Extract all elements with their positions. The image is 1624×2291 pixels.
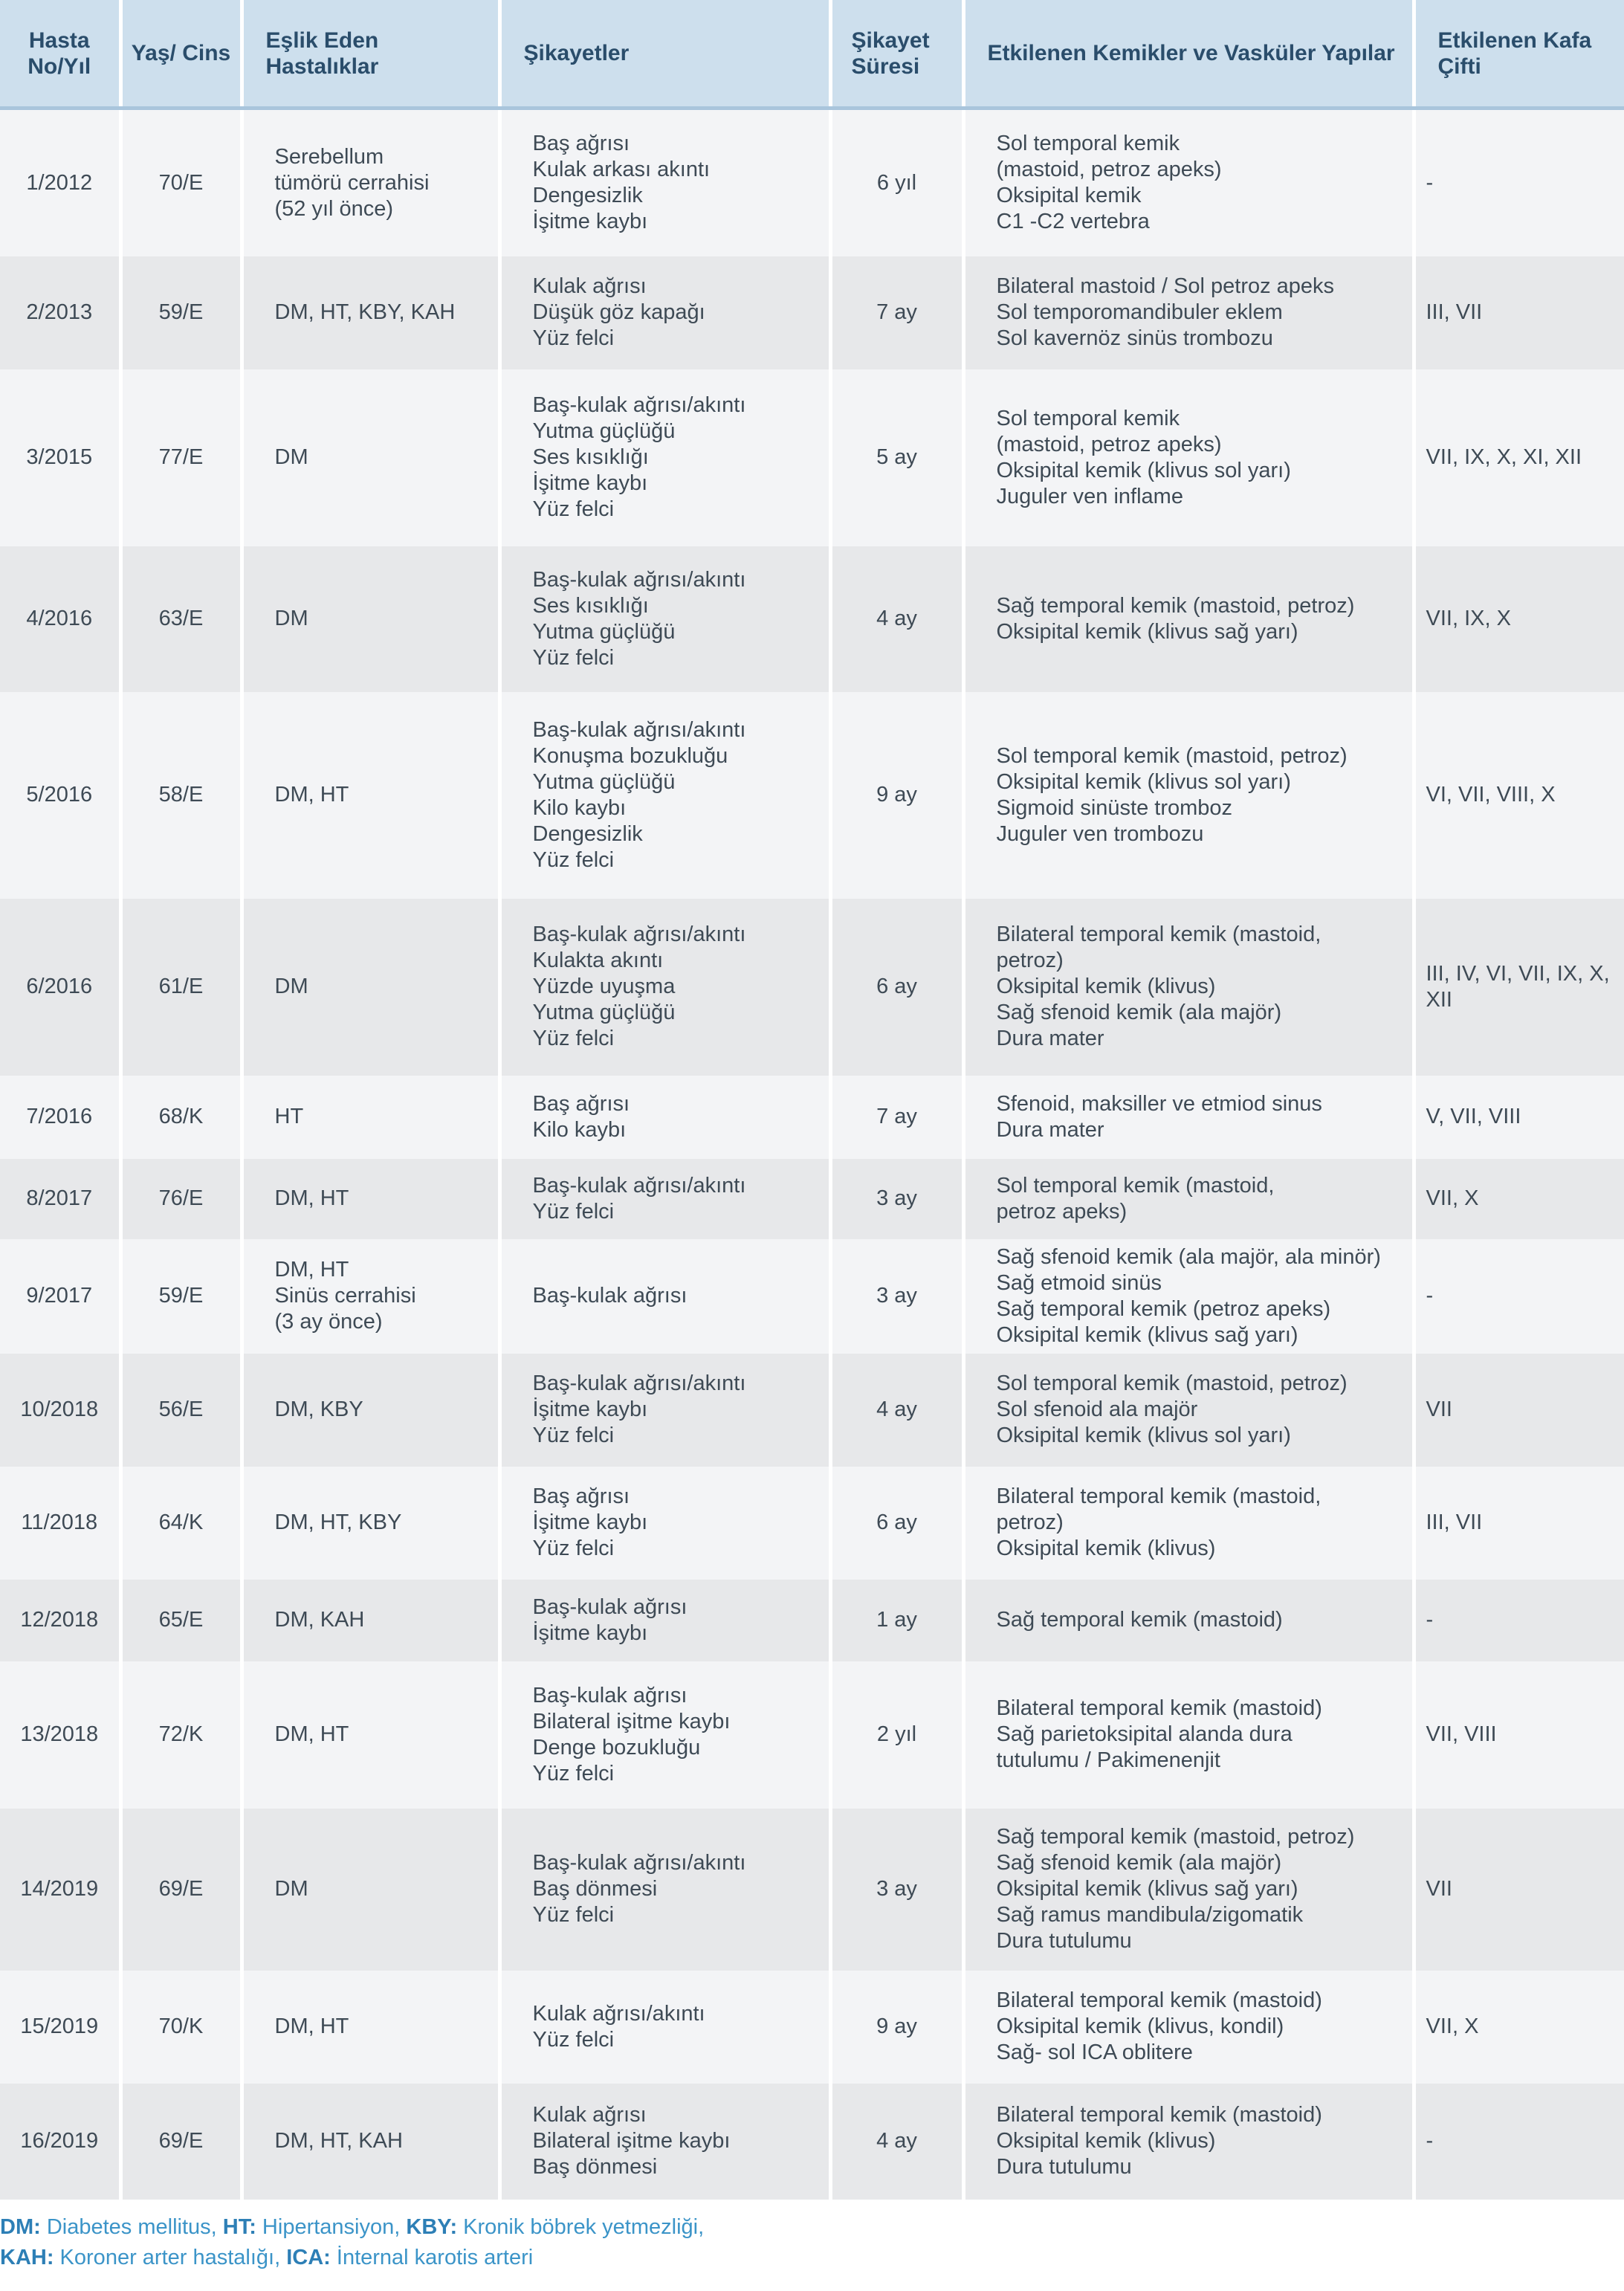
cell-complaints-line: Yutma güçlüğü: [532, 1001, 676, 1024]
cell-affected-bones-line: Sağ temporal kemik (mastoid, petroz): [996, 593, 1355, 618]
cell-affected-bones-line: petroz): [996, 1510, 1064, 1534]
cell-patient-no: 2/2013: [0, 256, 120, 369]
cell-affected-bones-line: Oksipital kemik (klivus): [996, 975, 1216, 998]
cell-patient-no: 3/2015: [0, 369, 120, 546]
cell-age-sex: 61/E: [120, 899, 242, 1076]
cell-complaints-line: Bilateral işitme kaybı: [532, 1709, 731, 1733]
cell-cranial-nerves: VII, VIII: [1414, 1661, 1624, 1809]
cell-comorbidities-line: DM, HT: [274, 783, 349, 807]
cell-cranial-nerves: VII, IX, X, XI, XII: [1414, 369, 1624, 546]
cell-patient-no: 6/2016: [0, 899, 120, 1076]
cell-duration: 3 ay: [830, 1809, 963, 1971]
table-row: [0, 1971, 1624, 2084]
cell-complaints-line: Kulak ağrısı: [532, 2103, 647, 2127]
cell-complaints-line: Yüz felci: [532, 1761, 615, 1786]
cell-comorbidities-line: DM, KBY: [274, 1397, 363, 1421]
table-row: [0, 369, 1624, 546]
cell-comorbidities-line: Sinüs cerrahisi: [274, 1284, 416, 1308]
cell-cranial-nerves: -: [1414, 109, 1624, 256]
cell-patient-no: 4/2016: [0, 546, 120, 692]
footnote-definition: Koroner arter hastalığı,: [54, 2246, 287, 2269]
cell-complaints-line: Konuşma bozukluğu: [532, 743, 728, 768]
header-cranial-nerves: Etkilenen Kafa Çifti: [1414, 0, 1624, 109]
cell-complaints-line: Baş-kulak ağrısı: [532, 1594, 688, 1619]
cell-age-sex: 68/K: [120, 1076, 242, 1159]
cell-complaints-line: Dengesizlik: [532, 184, 643, 208]
cell-affected-bones: [963, 1971, 1414, 2084]
table-row: [0, 692, 1624, 899]
cell-complaints-line: Baş-kulak ağrısı: [532, 1284, 688, 1308]
cell-complaints-line: Baş dönmesi: [532, 2155, 658, 2179]
cell-age-sex: 70/K: [120, 1971, 242, 2084]
table-row: [0, 1159, 1624, 1239]
cell-age-sex: 56/E: [120, 1354, 242, 1467]
cell-complaints: [499, 1239, 830, 1354]
cell-affected-bones-line: Oksipital kemik (klivus): [996, 1537, 1216, 1560]
cell-affected-bones-line: Sfenoid, maksiller ve etmiod sinus: [996, 1091, 1322, 1116]
cell-complaints: [499, 1661, 830, 1809]
cell-complaints-line: Yutma güçlüğü: [532, 769, 676, 794]
cell-affected-bones-line: Oksipital kemik: [996, 184, 1142, 208]
cell-complaints-line: Kulak ağrısı/akıntı: [532, 2001, 705, 2026]
table-row: [0, 2084, 1624, 2200]
header-patient-no: Hasta No/Yıl: [0, 0, 120, 109]
footnote-line-1: [0, 2212, 704, 2243]
cell-affected-bones-line: C1 -C2 vertebra: [996, 210, 1150, 234]
cell-affected-bones-line: Bilateral mastoid / Sol petroz apeks: [996, 274, 1335, 298]
cell-affected-bones-line: (mastoid, petroz apeks): [996, 432, 1222, 456]
cell-comorbidities: [242, 256, 499, 369]
cell-cranial-nerves: -: [1414, 1239, 1624, 1354]
cell-duration: 6 ay: [830, 1467, 963, 1580]
cell-complaints-line: Baş-kulak ağrısı/akıntı: [532, 1371, 746, 1395]
footnote: [0, 2212, 704, 2273]
cell-complaints-line: Yüzde uyuşma: [532, 975, 676, 998]
cell-complaints-line: Kulak ağrısı: [532, 274, 647, 298]
cell-affected-bones-line: Oksipital kemik (klivus, kondil): [996, 2014, 1284, 2038]
cell-comorbidities-line: DM, HT: [274, 2014, 349, 2038]
cell-complaints: [499, 899, 830, 1076]
cell-age-sex: 59/E: [120, 256, 242, 369]
cell-cranial-nerves: VII: [1414, 1809, 1624, 1971]
cell-affected-bones-line: Sağ- sol ICA oblitere: [996, 2040, 1193, 2064]
cell-complaints: [499, 1580, 830, 1661]
cell-cranial-nerves: III, VII: [1414, 1467, 1624, 1580]
cell-complaints-line: Düşük göz kapağı: [532, 300, 705, 324]
cell-complaints-line: Baş-kulak ağrısı/akıntı: [532, 717, 746, 742]
cell-complaints-line: İşitme kaybı: [532, 1620, 648, 1645]
cell-complaints-line: Kulakta akıntı: [532, 949, 664, 972]
cell-complaints-line: Baş-kulak ağrısı/akıntı: [532, 393, 746, 417]
cell-affected-bones-line: Sağ sfenoid kemik (ala majör, ala minör): [996, 1244, 1381, 1269]
cell-affected-bones-line: Sigmoid sinüste tromboz: [996, 795, 1233, 820]
cell-complaints-line: Dengesizlik: [532, 821, 643, 846]
cell-cranial-nerves: VII: [1414, 1354, 1624, 1467]
cell-comorbidities: [242, 1580, 499, 1661]
cell-affected-bones-line: Sol temporal kemik: [996, 132, 1180, 156]
cell-patient-no: 16/2019: [0, 2084, 120, 2200]
cell-complaints-line: Yutma güçlüğü: [532, 619, 676, 644]
cell-affected-bones: [963, 1580, 1414, 1661]
cell-affected-bones-line: Sağ temporal kemik (mastoid, petroz): [996, 1825, 1355, 1849]
header-age-sex: Yaş/ Cins: [120, 0, 242, 109]
cell-cranial-nerves: -: [1414, 1580, 1624, 1661]
cell-cranial-nerves: VII, X: [1414, 1971, 1624, 2084]
cell-affected-bones-line: Sağ sfenoid kemik (ala majör): [996, 1001, 1282, 1024]
cell-affected-bones: [963, 546, 1414, 692]
cell-duration: 7 ay: [830, 256, 963, 369]
cell-cranial-nerves: III, IV, VI, VII, IX, X, XII: [1414, 899, 1624, 1076]
cell-complaints-line: Ses kısıklığı: [532, 445, 649, 469]
cell-patient-no: 9/2017: [0, 1239, 120, 1354]
cell-complaints: [499, 2084, 830, 2200]
cell-duration: 3 ay: [830, 1239, 963, 1354]
table-row: [0, 546, 1624, 692]
cell-complaints-line: Yüz felci: [532, 1424, 615, 1447]
cell-complaints-line: Baş-kulak ağrısı/akıntı: [532, 567, 746, 592]
cell-complaints: [499, 1354, 830, 1467]
cell-comorbidities: [242, 899, 499, 1076]
cell-duration: 6 yıl: [830, 109, 963, 256]
table-row: [0, 1076, 1624, 1159]
cell-patient-no: 8/2017: [0, 1159, 120, 1239]
cell-affected-bones-line: Sağ ramus mandibula/zigomatik: [996, 1903, 1304, 1927]
cell-comorbidities-line: DM: [274, 445, 308, 469]
cell-complaints-line: Yüz felci: [532, 326, 615, 350]
cell-comorbidities: [242, 1354, 499, 1467]
cell-affected-bones-line: Sol temporal kemik: [996, 406, 1180, 430]
cell-comorbidities: [242, 109, 499, 256]
cell-affected-bones-line: Dura mater: [996, 1117, 1104, 1142]
cell-affected-bones-line: petroz): [996, 949, 1064, 972]
cell-comorbidities-line: HT: [274, 1105, 304, 1128]
cell-affected-bones: [963, 1239, 1414, 1354]
cell-affected-bones-line: Sol sfenoid ala majör: [996, 1397, 1198, 1421]
cell-affected-bones: [963, 1159, 1414, 1239]
cell-age-sex: 63/E: [120, 546, 242, 692]
cell-affected-bones-line: Dura mater: [996, 1027, 1104, 1050]
cell-complaints: [499, 546, 830, 692]
cell-complaints-line: Yüz felci: [532, 645, 615, 670]
cell-affected-bones-line: Bilateral temporal kemik (mastoid): [996, 1988, 1322, 2012]
cell-affected-bones-line: Oksipital kemik (klivus sağ yarı): [996, 619, 1298, 644]
cell-affected-bones-line: Oksipital kemik (klivus sağ yarı): [996, 1877, 1298, 1901]
cell-duration: 9 ay: [830, 1971, 963, 2084]
cell-affected-bones-line: Juguler ven inflame: [996, 484, 1183, 508]
header-affected-bones: Etkilenen Kemikler ve Vasküler Yapılar: [963, 0, 1414, 109]
cell-affected-bones-line: Bilateral temporal kemik (mastoid,: [996, 922, 1321, 946]
cell-complaints-line: Baş-kulak ağrısı/akıntı: [532, 1851, 746, 1875]
header-complaints: Şikayetler: [499, 0, 830, 109]
cell-patient-no: 15/2019: [0, 1971, 120, 2084]
cell-complaints: [499, 109, 830, 256]
cell-age-sex: 69/E: [120, 2084, 242, 2200]
cell-comorbidities: [242, 1809, 499, 1971]
cell-complaints-line: Baş dönmesi: [532, 1877, 658, 1901]
footnote-abbr: ICA:: [286, 2246, 331, 2269]
cell-complaints: [499, 1809, 830, 1971]
cell-affected-bones-line: Sol temporomandibuler eklem: [996, 300, 1283, 324]
cell-affected-bones-line: Oksipital kemik (klivus): [996, 2129, 1216, 2153]
cell-affected-bones-line: Juguler ven trombozu: [996, 821, 1204, 846]
cell-comorbidities-line: tümörü cerrahisi: [274, 170, 430, 195]
cell-affected-bones: [963, 1076, 1414, 1159]
cell-complaints: [499, 1076, 830, 1159]
cell-patient-no: 7/2016: [0, 1076, 120, 1159]
cell-patient-no: 1/2012: [0, 109, 120, 256]
footnote-abbr: HT:: [222, 2215, 256, 2239]
cell-age-sex: 58/E: [120, 692, 242, 899]
table-row: [0, 1580, 1624, 1661]
cell-affected-bones: [963, 369, 1414, 546]
cell-complaints: [499, 369, 830, 546]
cell-comorbidities-line: DM, HT: [274, 1722, 349, 1746]
cell-complaints: [499, 1971, 830, 2084]
cell-patient-no: 10/2018: [0, 1354, 120, 1467]
table-row: [0, 1809, 1624, 1971]
table-row: [0, 256, 1624, 369]
cell-affected-bones: [963, 899, 1414, 1076]
cell-age-sex: 59/E: [120, 1239, 242, 1354]
footnote-definition: Hipertansiyon,: [256, 2215, 407, 2239]
cell-comorbidities-line: DM: [274, 1877, 308, 1901]
cell-comorbidities-line: DM, HT: [274, 1258, 349, 1282]
cell-comorbidities: [242, 1971, 499, 2084]
cell-affected-bones-line: Sol kavernöz sinüs trombozu: [996, 326, 1273, 350]
table-row: [0, 1661, 1624, 1809]
cell-affected-bones: [963, 2084, 1414, 2200]
cell-affected-bones-line: Dura tutulumu: [996, 1929, 1132, 1953]
cell-complaints-line: İşitme kaybı: [532, 1397, 648, 1421]
cell-comorbidities-line: DM, HT, KAH: [274, 2129, 403, 2153]
cell-complaints-line: Kulak arkası akıntı: [532, 158, 711, 182]
cell-complaints-line: Ses kısıklığı: [532, 593, 649, 618]
cell-comorbidities: [242, 1159, 499, 1239]
cell-affected-bones-line: Sağ parietoksipital alanda dura: [996, 1722, 1293, 1746]
cell-comorbidities: [242, 2084, 499, 2200]
table-row: [0, 899, 1624, 1076]
cell-comorbidities-line: DM, HT: [274, 1186, 349, 1210]
cell-affected-bones-line: Oksipital kemik (klivus sol yarı): [996, 1424, 1291, 1447]
footnote-abbr: KAH:: [0, 2246, 54, 2269]
cell-duration: 6 ay: [830, 899, 963, 1076]
cell-complaints-line: Baş ağrısı: [532, 1091, 630, 1116]
cell-affected-bones: [963, 692, 1414, 899]
table-row: [0, 1354, 1624, 1467]
cell-affected-bones: [963, 256, 1414, 369]
cell-comorbidities: [242, 546, 499, 692]
cell-cranial-nerves: VII, X: [1414, 1159, 1624, 1239]
cell-comorbidities-line: Serebellum: [274, 144, 384, 169]
cell-patient-no: 12/2018: [0, 1580, 120, 1661]
cell-age-sex: 64/K: [120, 1467, 242, 1580]
cell-affected-bones-line: Dura tutulumu: [996, 2155, 1132, 2179]
cell-complaints-line: İşitme kaybı: [532, 471, 648, 495]
table-header-row: [0, 0, 1624, 109]
cell-affected-bones: [963, 1467, 1414, 1580]
cell-complaints-line: Denge bozukluğu: [532, 1735, 701, 1760]
footnote-line-2: [0, 2243, 704, 2273]
cell-complaints-line: Kilo kaybı: [532, 795, 627, 820]
cell-duration: 9 ay: [830, 692, 963, 899]
cell-affected-bones-line: Sağ temporal kemik (petroz apeks): [996, 1296, 1331, 1321]
cell-affected-bones-line: Bilateral temporal kemik (mastoid): [996, 2103, 1322, 2127]
cell-affected-bones-line: Sağ sfenoid kemik (ala majör): [996, 1851, 1282, 1875]
cell-age-sex: 76/E: [120, 1159, 242, 1239]
footnote-definition: Diabetes mellitus,: [40, 2215, 223, 2239]
cell-comorbidities: [242, 1239, 499, 1354]
cell-complaints: [499, 256, 830, 369]
cell-age-sex: 65/E: [120, 1580, 242, 1661]
cell-affected-bones: [963, 1809, 1414, 1971]
cell-age-sex: 69/E: [120, 1809, 242, 1971]
cell-patient-no: 14/2019: [0, 1809, 120, 1971]
cell-duration: 1 ay: [830, 1580, 963, 1661]
cell-complaints-line: Yüz felci: [532, 2027, 615, 2052]
cell-comorbidities: [242, 369, 499, 546]
table-row: [0, 1467, 1624, 1580]
header-comorbidities: Eşlik Eden Hastalıklar: [242, 0, 499, 109]
cell-affected-bones-line: Bilateral temporal kemik (mastoid,: [996, 1484, 1321, 1508]
cell-duration: 2 yıl: [830, 1661, 963, 1809]
cell-age-sex: 72/K: [120, 1661, 242, 1809]
cell-affected-bones-line: tutulumu / Pakimenenjit: [996, 1748, 1220, 1772]
cell-affected-bones-line: (mastoid, petroz apeks): [996, 158, 1222, 182]
cell-cranial-nerves: VI, VII, VIII, X: [1414, 692, 1624, 899]
cell-complaints-line: Baş-kulak ağrısı/akıntı: [532, 1173, 746, 1198]
footnote-definition: İnternal karotis arteri: [330, 2246, 534, 2269]
cell-duration: 4 ay: [830, 2084, 963, 2200]
cell-duration: 3 ay: [830, 1159, 963, 1239]
cell-age-sex: 77/E: [120, 369, 242, 546]
cell-age-sex: 70/E: [120, 109, 242, 256]
cell-affected-bones: [963, 1661, 1414, 1809]
cell-affected-bones-line: Sağ etmoid sinüs: [996, 1270, 1162, 1295]
cell-duration: 7 ay: [830, 1076, 963, 1159]
cell-complaints-line: Baş-kulak ağrısı/akıntı: [532, 922, 746, 946]
cell-cranial-nerves: VII, IX, X: [1414, 546, 1624, 692]
cell-patient-no: 5/2016: [0, 692, 120, 899]
cell-comorbidities: [242, 692, 499, 899]
cell-complaints-line: Baş-kulak ağrısı: [532, 1683, 688, 1707]
cell-complaints-line: Yüz felci: [532, 1903, 615, 1927]
cell-complaints-line: Yüz felci: [532, 1537, 615, 1560]
cell-complaints-line: İşitme kaybı: [532, 210, 648, 234]
cell-duration: 4 ay: [830, 1354, 963, 1467]
cell-complaints-line: Yüz felci: [532, 497, 615, 521]
cell-complaints-line: Baş ağrısı: [532, 1484, 630, 1508]
footnote-definition: Kronik böbrek yetmezliği,: [457, 2215, 705, 2239]
cell-complaints-line: Yüz felci: [532, 1199, 615, 1224]
cell-comorbidities-line: DM, KAH: [274, 1608, 365, 1632]
cell-duration: 4 ay: [830, 546, 963, 692]
cell-comorbidities-line: (52 yıl önce): [274, 196, 394, 221]
cell-complaints: [499, 1467, 830, 1580]
cell-comorbidities-line: (3 ay önce): [274, 1310, 383, 1334]
cell-complaints: [499, 1159, 830, 1239]
cell-comorbidities-line: DM: [274, 607, 308, 630]
cell-complaints-line: Bilateral işitme kaybı: [532, 2129, 731, 2153]
cell-affected-bones: [963, 1354, 1414, 1467]
header-duration: Şikayet Süresi: [830, 0, 963, 109]
cell-affected-bones-line: Bilateral temporal kemik (mastoid): [996, 1696, 1322, 1720]
cell-complaints-line: Baş ağrısı: [532, 132, 630, 156]
cell-affected-bones-line: Sol temporal kemik (mastoid,: [996, 1173, 1275, 1198]
cell-comorbidities: [242, 1661, 499, 1809]
cell-affected-bones: [963, 109, 1414, 256]
table-row: [0, 1239, 1624, 1354]
footnote-abbr: KBY:: [406, 2215, 458, 2239]
cell-duration: 5 ay: [830, 369, 963, 546]
cell-complaints: [499, 692, 830, 899]
cell-complaints-line: Yüz felci: [532, 847, 615, 872]
cell-affected-bones-line: Oksipital kemik (klivus sağ yarı): [996, 1322, 1298, 1347]
footnote-abbr: DM:: [0, 2215, 41, 2239]
cell-comorbidities-line: DM, HT, KBY: [274, 1510, 402, 1534]
cell-complaints-line: İşitme kaybı: [532, 1510, 648, 1534]
cell-affected-bones-line: petroz apeks): [996, 1199, 1128, 1224]
cell-complaints-line: Yüz felci: [532, 1027, 615, 1050]
cell-cranial-nerves: III, VII: [1414, 256, 1624, 369]
cell-cranial-nerves: -: [1414, 2084, 1624, 2200]
cell-complaints-line: Yutma güçlüğü: [532, 419, 676, 443]
cell-comorbidities-line: DM: [274, 975, 308, 998]
cell-comorbidities-line: DM, HT, KBY, KAH: [274, 300, 456, 324]
table-row: [0, 109, 1624, 256]
cell-comorbidities: [242, 1076, 499, 1159]
cell-patient-no: 13/2018: [0, 1661, 120, 1809]
cell-affected-bones-line: Oksipital kemik (klivus sol yarı): [996, 769, 1291, 794]
cell-complaints-line: Kilo kaybı: [532, 1117, 627, 1142]
cell-cranial-nerves: V, VII, VIII: [1414, 1076, 1624, 1159]
cell-affected-bones-line: Sağ temporal kemik (mastoid): [996, 1608, 1283, 1632]
cell-affected-bones-line: Sol temporal kemik (mastoid, petroz): [996, 743, 1348, 768]
cell-affected-bones-line: Oksipital kemik (klivus sol yarı): [996, 458, 1291, 482]
cell-affected-bones-line: Sol temporal kemik (mastoid, petroz): [996, 1371, 1348, 1395]
cell-patient-no: 11/2018: [0, 1467, 120, 1580]
cell-comorbidities: [242, 1467, 499, 1580]
